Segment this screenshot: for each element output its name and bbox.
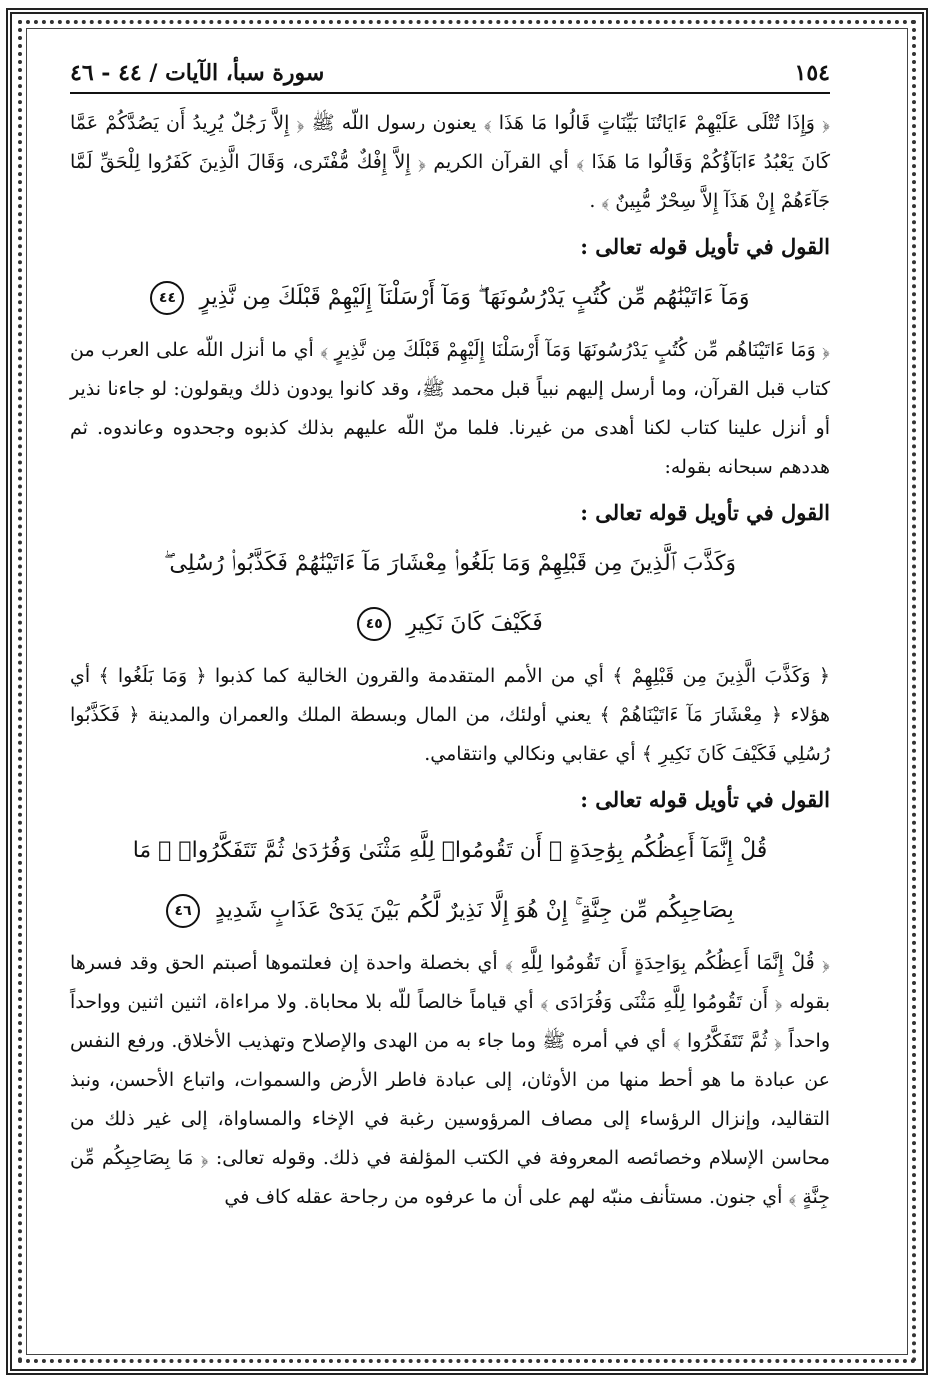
sura-reference: سورة سبأ، الآيات / ٤٤ - ٤٦ <box>70 60 325 86</box>
verse-45-line-1: وَكَذَّبَ ٱلَّذِينَ مِن قَبْلِهِمْ وَمَا بَلَغُوا۟ مِعْشَارَ مَآ ءَاتَيْنَٰهُمْ فَكَذَّبُوا۟ رُسُلِى ۖ <box>163 551 737 576</box>
verse-44-text: وَمَآ ءَاتَيْنَٰهُم مِّن كُتُبٍ يَدْرُسُونَهَا ۖ وَمَآ أَرْسَلْنَآ إِلَيْهِمْ قَبْلَكَ مِن نَّذِيرٍ <box>199 285 750 310</box>
paragraph-commentary-3: ﴿ وَكَذَّبَ الَّذِينَ مِن قَبْلِهِمْ ﴾ أي من الأمم المتقدمة والقرون الخالية كما كذبوا ﴿ وَمَا بَلَغُوا ﴾ أي هؤلاء ﴿ مِعْشَارَ مَآ ءَاتَيْنَاهُمْ ﴾ يعني أولئك، من المال وبسطة الملك والعمران والمدينة ﴿ فَكَذَّبُوا رُسُلِي فَكَيْفَ كَانَ نَكِيرِ ﴾ أي عقابي ونكالي وانتقامي. <box>70 665 830 765</box>
section-heading-45: القول في تأويل قوله تعالى : <box>580 500 830 525</box>
section-heading-44: القول في تأويل قوله تعالى : <box>580 234 830 259</box>
paragraph-commentary-1: ﴿ وَإِذَا تُتْلَى عَلَيْهِمْ ءَايَاتُنَا بَيِّنَاتٍ قَالُوا مَا هَذَا ﴾ يعنون رسول اللّه ﷺ ﴿ إِلاَّ رَجُلٌ يُرِيدُ أَن يَصُدَّكُمْ عَمَّا كَانَ يَعْبُدُ ءَابَآؤُكُمْ وَقَالُوا مَا هَذَا ﴾ أي القرآن الكريم ﴿ إِلاَّ إِفْكٌ مُّفْتَرى، وَقَالَ الَّذِينَ كَفَرُوا لِلْحَقِّ لَمَّا جَآءَهُمْ إِنْ هَذَآ إِلاَّ سِحْرٌ مُّبِينٌ ﴾ . <box>70 112 830 212</box>
section-heading-46: القول في تأويل قوله تعالى : <box>580 787 830 812</box>
ayah-number-44: ٤٤ <box>150 281 184 315</box>
verse-46-line-2 <box>70 884 830 938</box>
page-content <box>70 60 830 1221</box>
verse-46-text-2: بِصَاحِبِكُم مِّن جِنَّةٍ ۚ إِنْ هُوَ إِلَّا نَذِيرٌ لَّكُم بَيْنَ يَدَىْ عَذَابٍ شَدِيدٍ <box>215 898 734 923</box>
verse-45-line-2 <box>70 597 830 651</box>
ayah-number-45: ٤٥ <box>357 607 391 641</box>
running-header <box>70 60 830 94</box>
verse-44 <box>70 271 830 325</box>
ayah-number-46: ٤٦ <box>166 894 200 928</box>
paragraph-commentary-4: ﴿ قُلْ إِنَّمَا أَعِظُكُم بِوَاحِدَةٍ أَن تَقُومُوا لِلَّهِ ﴾ أي بخصلة واحدة إن فعلتموها أصبتم الحق وقد فسرها بقوله ﴿ أَن تَقُومُوا لِلَّهِ مَثْنَى وَفُرَادَى ﴾ أي قياماً خالصاً للّه بلا محاباة. ولا مراءاة، اثنين اثنين وواحداً واحداً ﴿ ثُمَّ تَتَفَكَّرُوا ﴾ أي في أمره ﷺ وما جاء به من الهدى والإصلاح وتهذيب الأخلاق. ورفع النفس عن عبادة ما هو أحط منها من الأوثان، إلى عبادة فاطر الأرض والسموات، واتباع الأحسن، ونبذ التقاليد، وإنزال الرؤساء إلى مصاف المرؤوسين رغبة في الإخاء والمساواة، إلى غير ذلك من محاسن الإسلام وخصائصه المعروفة في الكتب المؤلفة في ذلك. وقوله تعالى: ﴿ مَا بِصَاحِبِكُم مِّن جِنَّةٍ ﴾ أي جنون. مستأنف منبّه لهم على أن ما عرفوه من رجاحة عقله كاف في <box>70 952 830 1208</box>
verse-45-text-2: فَكَيْفَ كَانَ نَكِيرِ <box>406 611 543 636</box>
page-number: ١٥٤ <box>794 60 830 86</box>
paragraph-commentary-2: ﴿ وَمَا ءَاتَيْنَاهُم مِّن كُتُبٍ يَدْرُسُونَهَا وَمَآ أَرْسَلْنَا إِلَيْهِمْ قَبْلَكَ مِن نَّذِيرٍ ﴾ أي ما أنزل اللّه على العرب من كتاب قبل القرآن، وما أرسل إليهم نبياً قبل محمد ﷺ، وقد كانوا يودون ذلك ويقولون: لو جاءنا نذير أو أنزل علينا كتاب لكنا أهدى من غيرنا. فلما منّ اللّه عليهم بذلك كذبوه وجحدوه وعاندوه. ثم هددهم سبحانه بقوله: <box>70 339 830 478</box>
verse-46-line-1: قُلْ إِنَّمَآ أَعِظُكُم بِوَٰحِدَةٍ ۖ أَن تَقُومُوا۟ لِلَّهِ مَثْنَىٰ وَفُرَٰدَىٰ ثُمَّ تَتَفَكَّرُوا۟ ۚ مَا <box>132 838 768 863</box>
